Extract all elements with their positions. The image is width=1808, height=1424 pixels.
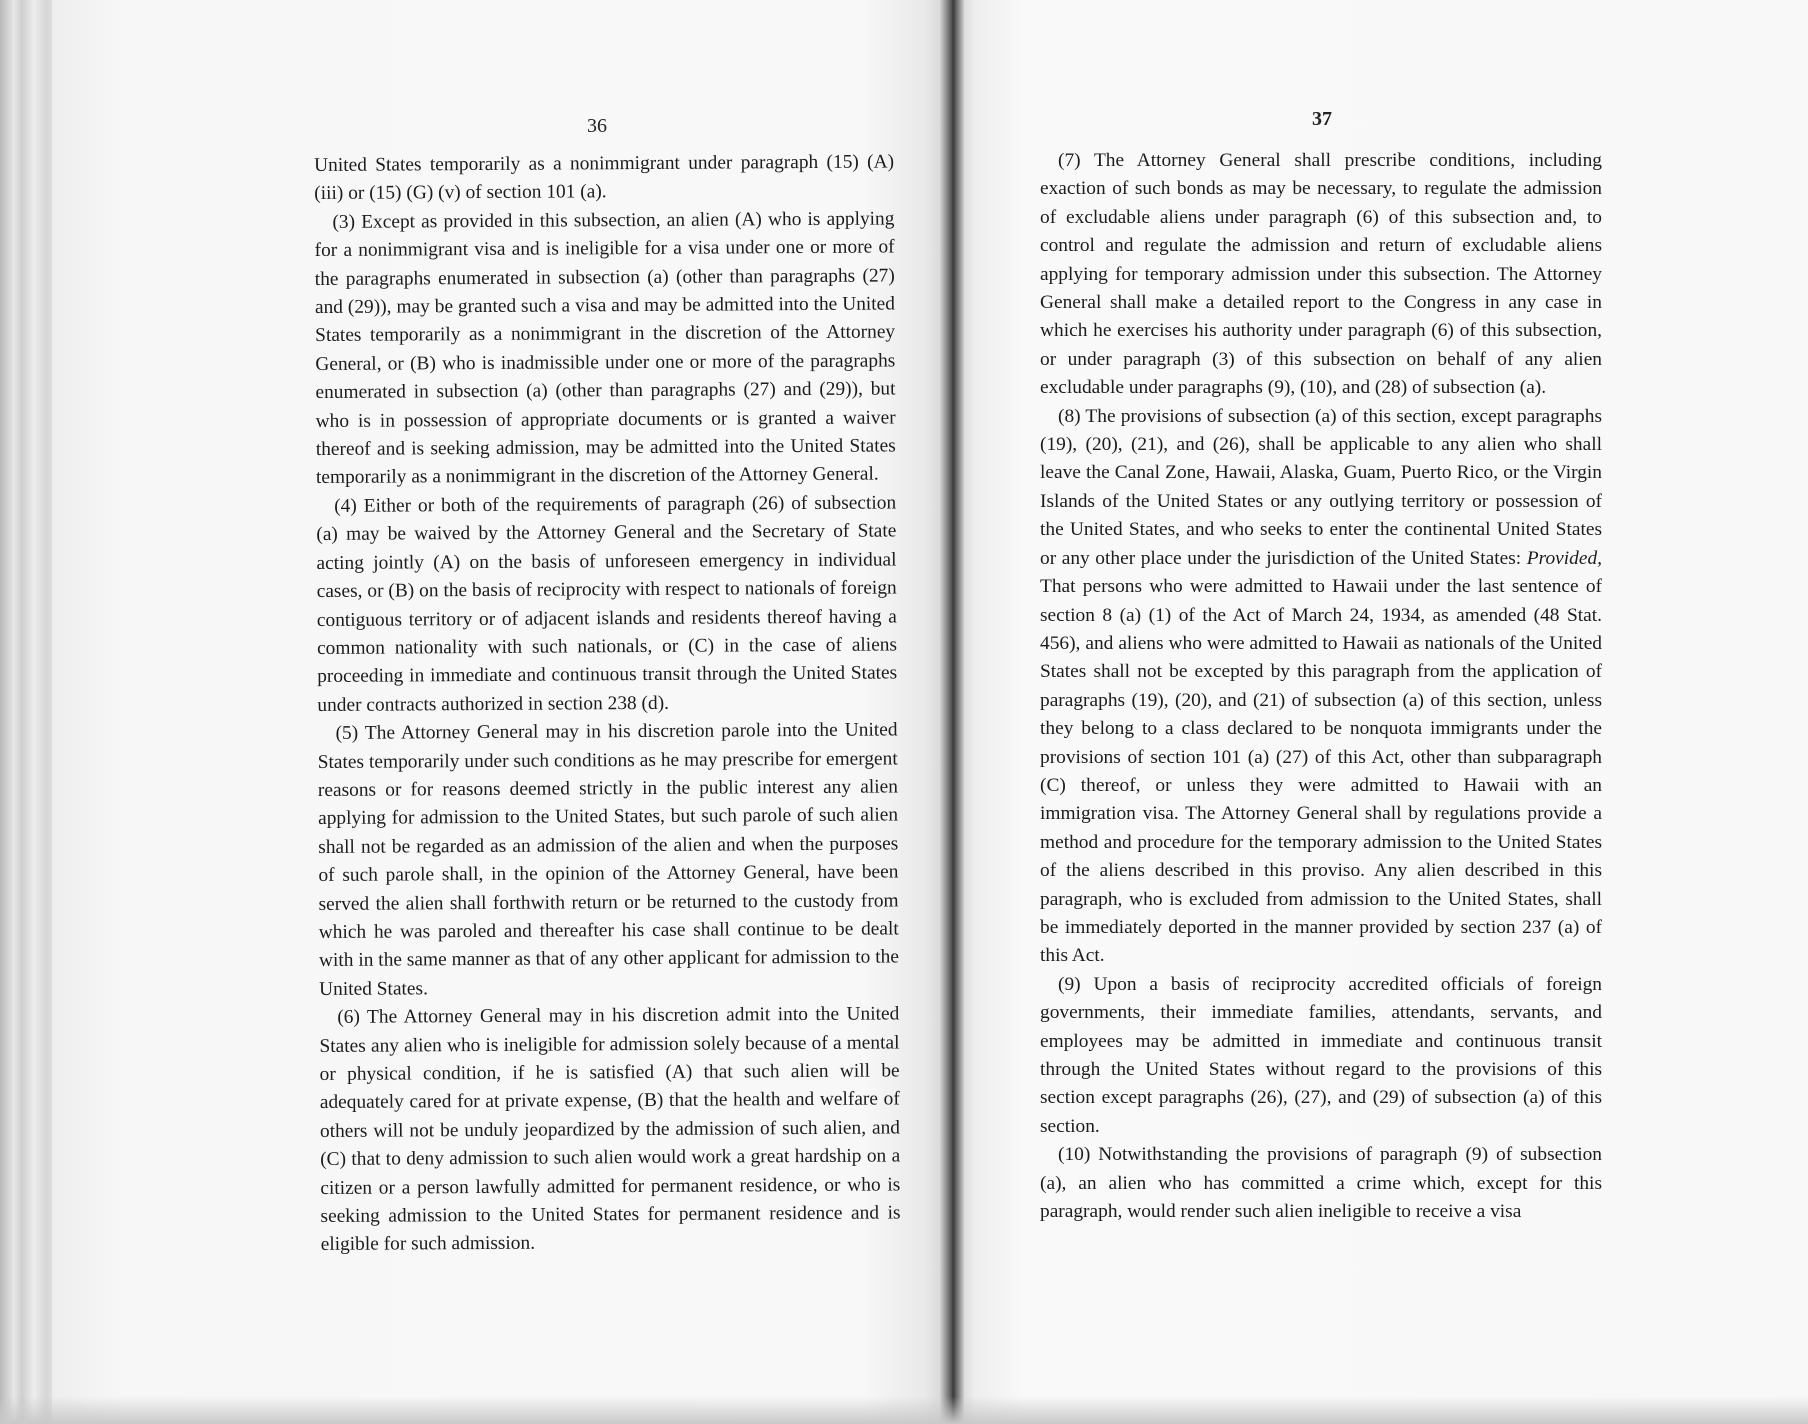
page-number-36: 36 xyxy=(587,115,607,137)
paragraph-3: (3) Except as provided in this subsection, an alien (A) who is applying for a nonimmigrant visa and is ineligible for a visa under one or more of the paragraphs enumerated in subsection (a) (other than paragraphs (27) and (29)), may be granted such a visa and may be admitted into the United States temporarily as a nonimmigrant in the discretion of the Attorney General, or (B) who is inadmissible under one or more of the paragraphs enumerated in subsection (a) (other than paragraphs (27) and (29)), but who is in possession of appropriate documents or is granted a waiver thereof and is seeking admission, may be admitted into the United States temporarily as a nonimmigrant in the discretion of the Attorney General. xyxy=(314,208,896,489)
paragraph-8-text-before: (8) The provisions of subsection (a) of this section, except paragraphs (19), (20), (21), and (26), shall be applicable to any alien who shall leave the Canal Zone, Hawaii, Alaska, Guam, Puerto Rico, or the Virgin Islands of the United States or any outlying territory or possession of the United States, and who seeks to enter the continental United States or any other place under the jurisdiction of the United States: xyxy=(1040,405,1602,569)
book-gutter xyxy=(940,0,964,1424)
right-page xyxy=(958,0,1808,1424)
paragraph-8-text-after: That persons who were admitted to Hawaii under the last sentence of section 8 (a) (1) of the Act of March 24, 1934, as amended (48 Stat. 456), and aliens who were admitted to Hawaii as nationals of the United States shall not be excepted by this paragraph from the application of paragraphs (19), (20), and (21) of subsection (a) of this section, unless they belong to a class declared to be nonquota immigrants under the provisions of section 101 (a) (27) of this Act, other than subparagraph (C) thereof, or unless they were admitted to Hawaii with an immigration visa. The Attorney General shall by regulations provide a method and procedure for the temporary admission to the United States of the aliens described in this proviso. Any alien described in this paragraph, who is excluded from admission to the United States, shall be immediately deported in the manner provided by section 237 (a) of this Act. xyxy=(1040,576,1602,967)
left-page-body xyxy=(314,148,901,1259)
left-page xyxy=(52,0,952,1424)
paragraph-10: (10) Notwithstanding the provisions of paragraph (9) of subsection (a), an alien who has committed a crime which, except for this paragraph, would render such alien ineligible to receive a visa xyxy=(1040,1144,1602,1223)
paragraph-7: (7) The Attorney General shall prescribe conditions, including exaction of such bonds as may be necessary, to regulate the admission of excludable aliens under paragraph (6) of this subsection and, to control and regulate the admission and return of excludable aliens applying for temporary admission under this subsection. The Attorney General shall make a detailed report to the Congress in any case in which he exercises his authority under paragraph (6) of this subsection, or under paragraph (3) of this subsection on behalf of any alien excludable under paragraphs (9), (10), and (28) of subsection (a). xyxy=(1040,150,1602,399)
right-page-body xyxy=(1040,147,1602,1226)
paragraph-6: (6) The Attorney General may in his discretion admit into the United States any alien who is ineligible for admission solely because of a mental or physical condition, if he is satisfied (A) that such alien will be adequately cared for at private expense, (B) that the health and welfare of others will not be unduly jeopardized by the admission of such alien, and (C) that to deny admission to such alien would work a great hardship on a citizen or a person lawfully admitted for permanent residence, or who is seeking admission to the United States for permanent residence and is eligible for such admission. xyxy=(319,1003,901,1256)
page-number-37: 37 xyxy=(1312,108,1332,130)
paragraph-9: (9) Upon a basis of reciprocity accredited officials of foreign governments, their immediate families, attendants, servants, and employees may be admitted in immediate and continuous transit through the United States without regard to the provisions of this section except paragraphs (26), (27), and (29) of subsection (a) of this section. xyxy=(1040,973,1602,1137)
paragraph-continuation: United States temporarily as a nonimmigrant under paragraph (15) (A) (iii) or (15) (G) (v) of section 101 (a). xyxy=(314,151,895,205)
proviso-italic: Provided, xyxy=(1526,547,1602,569)
paragraph-5: (5) The Attorney General may in his discretion parole into the United States temporarily under such conditions as he may prescribe for emergent reasons or for reasons deemed strictly in the public interest any alien applying for admission to the United States, but such parole of such alien shall not be regarded as an admission of the alien and when the purposes of such parole shall, in the opinion of the Attorney General, have been served the alien shall forthwith return or be returned to the custody from which he was paroled and thereafter his case shall continue to be dealt with in the same manner as that of any other applicant for admission to the United States. xyxy=(317,719,899,1000)
paragraph-4: (4) Either or both of the requirements of paragraph (26) of subsection (a) may be waived by the Attorney General and the Secretary of State acting jointly (A) on the basis of unforeseen emergency in individual cases, or (B) on the basis of reciprocity with respect to nationals of foreign contiguous territory or of adjacent islands and residents thereof having a common nationality with such nationals, or (C) in the case of aliens proceeding in immediate and continuous transit through the United States under contracts authorized in section 238 (d). xyxy=(316,492,898,716)
paragraph-8 xyxy=(1040,403,1602,971)
bottom-shadow xyxy=(0,1396,1808,1424)
